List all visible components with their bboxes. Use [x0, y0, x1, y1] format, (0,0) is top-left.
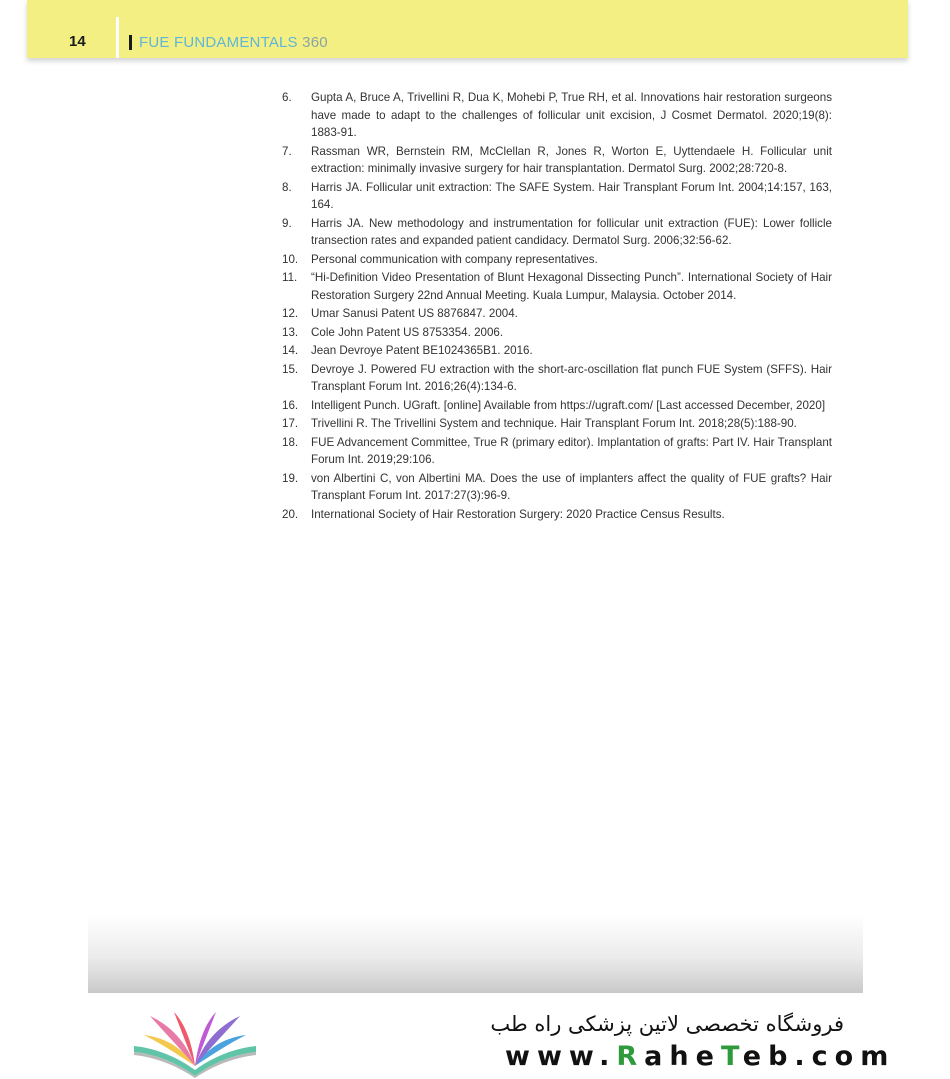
- url-letter-r: R: [616, 1041, 645, 1072]
- reference-number: 15.: [282, 362, 299, 376]
- reference-number: 7.: [282, 144, 292, 158]
- reference-number: 19.: [282, 471, 299, 485]
- reference-text: International Society of Hair Restoration Surgery: 2020 Practice Census Results.: [311, 507, 725, 521]
- reference-item: [282, 470, 832, 505]
- url-letter-t: T: [720, 1041, 743, 1072]
- reference-number: 17.: [282, 417, 299, 430]
- reference-item: [282, 361, 832, 396]
- reference-list: [282, 89, 832, 524]
- reference-item: [282, 324, 832, 342]
- url-mid: ahe: [644, 1041, 721, 1072]
- reference-item: [282, 342, 832, 360]
- reference-item: [282, 215, 832, 250]
- reference-text: Jean Devroye Patent BE1024365B1. 2016.: [311, 344, 533, 357]
- reference-text: Devroye J. Powered FU extraction with the short-arc-oscillation flat punch FUE System (SFFS). Hair Transplant Forum Int. 2016;26(4):134-6.: [311, 362, 832, 393]
- reference-text: Personal communication with company representatives.: [311, 252, 598, 266]
- reference-number: 14.: [282, 344, 299, 357]
- reference-item: [282, 143, 832, 178]
- reference-text: Umar Sanusi Patent US 8876847. 2004.: [311, 307, 518, 320]
- reference-text: Rassman WR, Bernstein RM, McClellan R, Jones R, Worton E, Uyttendaele H. Follicular unit extraction: minimally invasive surgery for hair transplantation. Dermatol Surg. 2002;28:720-8.: [311, 144, 832, 175]
- footer-fade-band: [88, 915, 863, 993]
- reference-number: 6.: [282, 91, 292, 104]
- reference-item: [282, 179, 832, 214]
- reference-number: 13.: [282, 325, 299, 339]
- running-title-main: FUE FUNDAMENTALS: [139, 34, 298, 51]
- reference-text: Harris JA. New methodology and instrumentation for follicular unit extraction (FUE): Lower follicle transection rates and expanded patient candidacy. Dermatol Surg. 2006;32:56-62.: [311, 216, 832, 247]
- url-suffix: eb.com: [742, 1041, 896, 1072]
- book-logo-icon: [130, 1008, 260, 1078]
- reference-item: [282, 251, 832, 269]
- reference-number: 10.: [282, 252, 299, 266]
- header-divider: [116, 17, 119, 58]
- footer-persian-text: فروشگاه تخصصی لاتین پزشکی راه طب: [490, 1012, 844, 1036]
- reference-item: [282, 397, 832, 415]
- page-header: [27, 0, 908, 58]
- reference-text: “Hi-Definition Video Presentation of Blunt Hexagonal Dissecting Punch”. International Society of Hair Restoration Surgery 22nd Annual Meeting. Kuala Lumpur, Malaysia. October 2014.: [311, 271, 832, 302]
- reference-number: 18.: [282, 435, 299, 449]
- reference-number: 12.: [282, 307, 299, 320]
- reference-text: FUE Advancement Committee, True R (primary editor). Implantation of grafts: Part IV. Hair Transplant Forum Int. 2019;29:106.: [311, 435, 832, 466]
- url-prefix: www.: [505, 1041, 617, 1072]
- reference-item: [282, 89, 832, 142]
- reference-text: Gupta A, Bruce A, Trivellini R, Dua K, Mohebi P, True RH, et al. Innovations hair restoration surgeons have made to adapt to the challenges of follicular unit excision, J Cosmet Dermatol. 2020;19(8): 1883-91.: [311, 91, 832, 139]
- reference-text: von Albertini C, von Albertini MA. Does the use of implanters affect the quality of FUE grafts? Hair Transplant Forum Int. 2017:27(3):96-9.: [311, 471, 832, 502]
- footer-url: [505, 1041, 896, 1072]
- running-title: [139, 34, 328, 51]
- reference-number: 8.: [282, 180, 292, 194]
- reference-number: 9.: [282, 216, 292, 230]
- header-title-bar: [129, 35, 132, 50]
- reference-text: Intelligent Punch. UGraft. [online] Available from https://ugraft.com/ [Last accessed December, 2020]: [311, 398, 826, 412]
- reference-item: [282, 434, 832, 469]
- reference-item: [282, 305, 832, 323]
- reference-number: 20.: [282, 507, 299, 521]
- reference-item: [282, 415, 832, 433]
- reference-text: Harris JA. Follicular unit extraction: The SAFE System. Hair Transplant Forum Int. 2004;14:157, 163, 164.: [311, 180, 832, 211]
- reference-item: [282, 506, 832, 524]
- reference-item: [282, 269, 832, 304]
- reference-number: 11.: [282, 271, 298, 284]
- page-number: 14: [69, 33, 86, 50]
- reference-text: Trivellini R. The Trivellini System and technique. Hair Transplant Forum Int. 2018;28(5):188-90.: [311, 417, 797, 430]
- running-title-suffix: 360: [297, 34, 328, 51]
- reference-number: 16.: [282, 398, 299, 412]
- reference-text: Cole John Patent US 8753354. 2006.: [311, 325, 504, 339]
